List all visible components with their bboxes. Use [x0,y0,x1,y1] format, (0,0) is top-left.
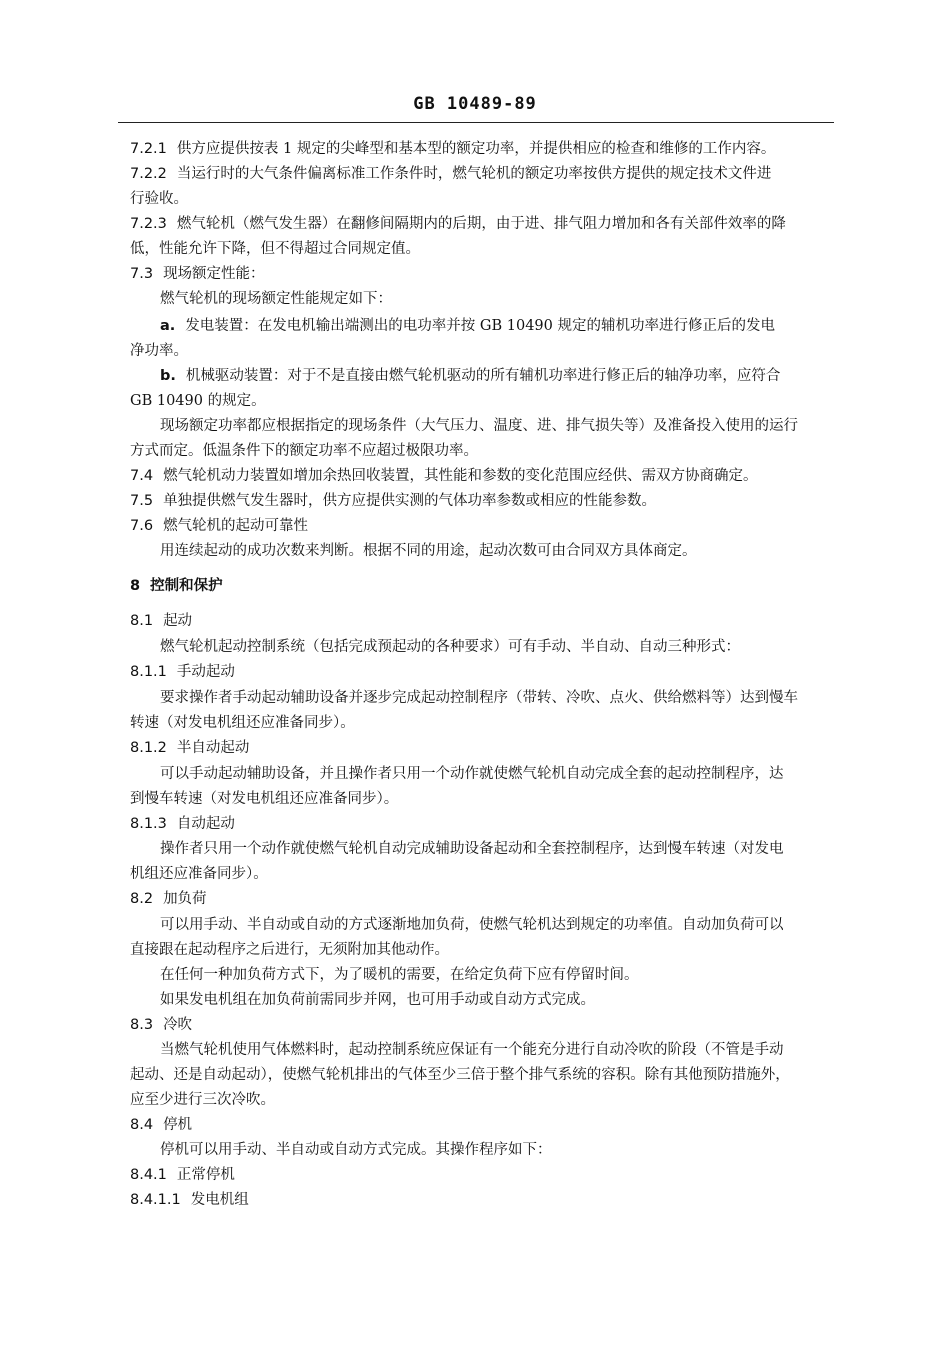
text-line: 在任何一种加负荷方式下，为了暖机的需要，在给定负荷下应有停留时间。 [160,967,639,983]
text-line: 转速（对发电机组还应准备同步）。 [130,715,355,731]
clause-7-2-1: 7.2.1 供方应提供按表 1 规定的尖峰型和基本型的额定功率，并提供相应的检查和维修的工作内容。 [130,141,776,157]
text-line: 机组还应准备同步）。 [130,866,268,882]
text-line: GB 10490 的规定。 [130,393,266,409]
text-line: 净功率。 [130,343,188,359]
text-line: 停机可以用手动、半自动或自动方式完成。其操作程序如下： [160,1142,552,1158]
clause-7-3: 7.3 现场额定性能： [130,266,265,282]
text-line: 可以手动起动辅助设备，并且操作者只用一个动作就使燃气轮机自动完成全套的起动控制程序，达 [160,766,784,782]
clause-7-2-3: 7.2.3 燃气轮机（燃气发生器）在翻修间隔期内的后期，由于进、排气阻力增加和各有关部件效率的降 [130,216,786,232]
text-line: 燃气轮机起动控制系统（包括完成预起动的各种要求）可有手动、半自动、自动三种形式： [160,639,740,655]
clause-8-1-1: 8.1.1 手动起动 [130,664,235,680]
text-line: 操作者只用一个动作就使燃气轮机自动完成辅助设备起动和全套控制程序，达到慢车转速（对发电 [160,841,784,857]
item-b: b. 机械驱动装置：对于不是直接由燃气轮机驱动的所有辅机功率进行修正后的轴净功率，应符合 [160,368,781,384]
header-rule [118,122,834,123]
clause-7-6: 7.6 燃气轮机的起动可靠性 [130,518,309,534]
text-line: 当燃气轮机使用气体燃料时，起动控制系统应保证有一个能充分进行自动冷吹的阶段（不管是手动 [160,1042,784,1058]
page-header-standard-number: GB 10489-89 [413,94,537,114]
clause-7-5: 7.5 单独提供燃气发生器时，供方应提供实测的气体功率参数或相应的性能参数。 [130,493,657,509]
text-line: 现场额定功率都应根据指定的现场条件（大气压力、温度、进、排气损失等）及准备投入使用的运行 [160,418,798,434]
text-line: 要求操作者手动起动辅助设备并逐步完成起动控制程序（带转、冷吹、点火、供给燃料等）达到慢车 [160,690,798,706]
text-line: 用连续起动的成功次数来判断。根据不同的用途，起动次数可由合同双方具体商定。 [160,543,697,559]
clause-8-4-1: 8.4.1 正常停机 [130,1167,235,1183]
text-line: 到慢车转速（对发电机组还应准备同步）。 [130,791,399,807]
clause-8-1: 8.1 起动 [130,613,193,629]
text-line: 如果发电机组在加负荷前需同步并网，也可用手动或自动方式完成。 [160,992,595,1008]
text-line: 燃气轮机的现场额定性能规定如下： [160,291,392,307]
clause-8-1-2: 8.1.2 半自动起动 [130,740,250,756]
section-8-heading: 8 控制和保护 [130,577,223,594]
text-line: 直接跟在起动程序之后进行，无须附加其他动作。 [130,942,449,958]
clause-8-4-1-1: 8.4.1.1 发电机组 [130,1192,249,1208]
item-a: a. 发电装置：在发电机输出端测出的电功率并按 GB 10490 规定的辅机功率进行修正后的发电 [160,318,775,334]
clause-7-4: 7.4 燃气轮机动力装置如增加余热回收装置，其性能和参数的变化范围应经供、需双方协商确定。 [130,468,758,484]
text-line: 可以用手动、半自动或自动的方式逐渐地加负荷，使燃气轮机达到规定的功率值。自动加负荷可以 [160,917,784,933]
text-line: 低，性能允许下降，但不得超过合同规定值。 [130,241,420,257]
text-line: 行验收。 [130,191,188,207]
clause-8-1-3: 8.1.3 自动起动 [130,816,235,832]
text-line: 方式而定。低温条件下的额定功率不应超过极限功率。 [130,443,478,459]
clause-8-3: 8.3 冷吹 [130,1017,193,1033]
text-line: 起动、还是自动起动），使燃气轮机排出的气体至少三倍于整个排气系统的容积。除有其他预防措施外， [130,1067,790,1083]
clause-8-4: 8.4 停机 [130,1117,193,1133]
clause-7-2-2: 7.2.2 当运行时的大气条件偏离标准工作条件时，燃气轮机的额定功率按供方提供的规定技术文件进 [130,166,772,182]
text-line: 应至少进行三次冷吹。 [130,1092,275,1108]
clause-8-2: 8.2 加负荷 [130,891,207,907]
